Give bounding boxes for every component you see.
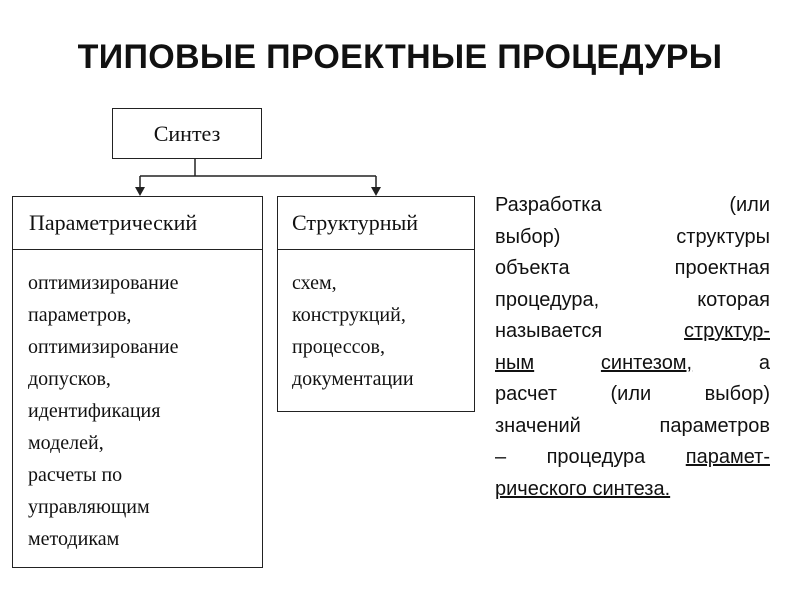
description-word: (или: [729, 194, 770, 216]
structural-content-box: [277, 250, 475, 412]
parametric-synthesis-term: парамет-: [685, 446, 770, 468]
description-word: выбор): [704, 383, 770, 405]
description-word: называется: [495, 320, 603, 342]
description-word: процедура,: [495, 288, 600, 311]
parametric-item: оптимизирование: [28, 272, 179, 294]
parametric-synthesis-term: рического синтеза.: [495, 477, 671, 500]
description-word: значений: [495, 414, 581, 437]
description-line: [495, 474, 770, 506]
root-node-label: Синтез: [153, 120, 221, 146]
description-word: расчет: [495, 383, 558, 405]
description-word: объекта: [495, 257, 570, 279]
description-word: –: [495, 446, 507, 468]
structural-item: процессов,: [292, 336, 385, 358]
parametric-item: параметров,: [28, 304, 132, 326]
root-node-synthesis: [112, 108, 262, 159]
description-line: [495, 316, 770, 348]
description-word: структуры: [676, 225, 770, 248]
description-word: Разработка: [495, 194, 602, 216]
description-word: процедура: [546, 446, 646, 468]
description-text: [495, 190, 770, 505]
description-line: [495, 379, 770, 411]
parametric-item: методикам: [28, 528, 120, 550]
parametric-header-box: [12, 196, 263, 250]
description-line: [495, 442, 770, 474]
description-line: [495, 348, 770, 380]
parametric-item: оптимизирование: [28, 336, 179, 358]
page-title: ТИПОВЫЕ ПРОЕКТНЫЕ ПРОЦЕДУРЫ: [77, 38, 723, 76]
right-arrow-head: [371, 187, 381, 196]
description-word: а: [758, 351, 770, 374]
parametric-item: управляющим: [28, 496, 150, 518]
description-line: [495, 411, 770, 443]
description-line: [495, 285, 770, 317]
description-word: проектная: [674, 257, 770, 279]
parametric-item: моделей,: [28, 432, 104, 454]
structural-item: схем,: [292, 272, 337, 294]
parametric-item: идентификация: [28, 400, 161, 422]
description-line: [495, 190, 770, 222]
structural-synthesis-term: структур-: [684, 320, 770, 342]
structural-header-box: [277, 196, 475, 250]
description-word: параметров: [659, 414, 770, 437]
left-arrow-head: [135, 187, 145, 196]
structural-synthesis-term: синтезом,: [600, 351, 693, 374]
parametric-item: расчеты по: [28, 464, 123, 486]
structural-item: конструкций,: [292, 304, 406, 326]
description-word: (или: [610, 383, 652, 405]
structural-item: документации: [292, 368, 414, 390]
structural-header-label: Структурный: [292, 210, 419, 235]
parametric-header-label: Параметрический: [29, 210, 198, 235]
description-word: которая: [697, 288, 770, 311]
structural-synthesis-term: ным: [495, 351, 535, 374]
parametric-item: допусков,: [28, 368, 111, 390]
description-line: [495, 222, 770, 254]
description-line: [495, 253, 770, 285]
parametric-content-box: [12, 250, 263, 568]
description-word: выбор): [495, 225, 561, 248]
